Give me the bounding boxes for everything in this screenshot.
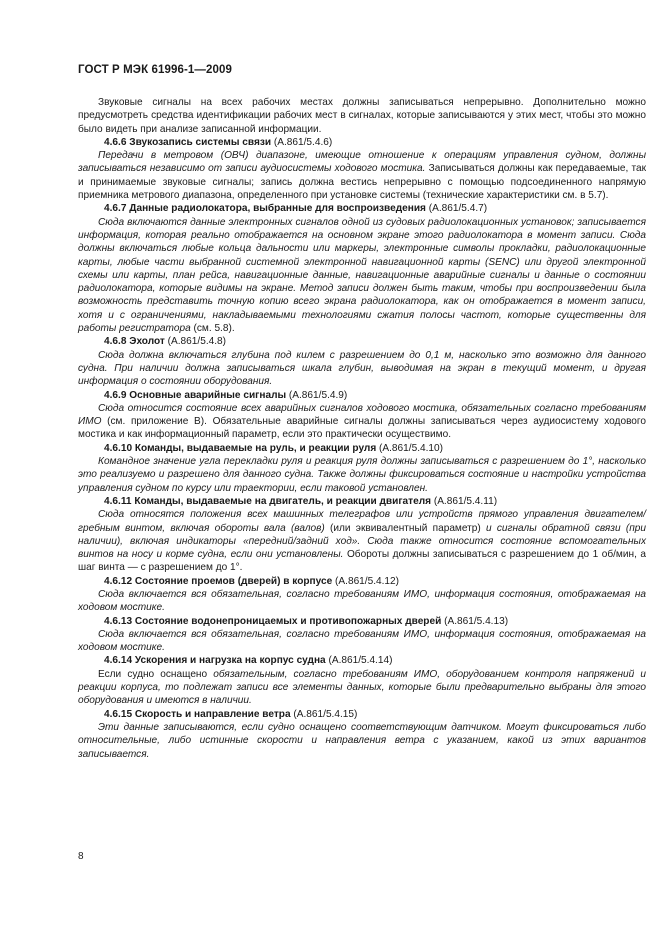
section-reference: (А.861/5.4.14) (325, 655, 393, 667)
section-reference: (А.861/5.4.10) (376, 442, 444, 454)
section-number: 4.6.9 (104, 389, 127, 401)
section-heading (78, 389, 646, 402)
section-reference: (А.861/5.4.12) (332, 575, 400, 587)
paragraph-text: Сюда включаются данные электронных сигналов одной из судовых радиолокационных установок; записывается информация, которая реально отображается на основном экране этого радиолокатора в момент записи. Сюда должны включаться любые кольца дальности или маркеры, электронные символы прокладки, радиолокационные карты, любые части выбранной системной электронной навигационной карты (SENC) или другой электронной схемы или карты, план рейса, навигационные данные, навигационные аварийные сигналы и данные о состоянии радиолокатора, которые видимы на экране. Метод записи должен быть таким, чтобы при воспроизведении была возможность представить точную копию всего экрана радиолокатора, как он отображается в момент записи, хотя и с ограничениями, накладываемыми технологиями сжатия полосы частот, которые существенны для работы регистратора (78, 216, 646, 335)
section-heading (78, 495, 646, 508)
section-reference: (А.861/5.4.8) (164, 336, 227, 348)
section-title: Команды, выдаваемые на двигатель, и реакции двигателя (134, 495, 432, 507)
section-heading (78, 654, 646, 667)
section-heading (78, 708, 646, 721)
section-number: 4.6.15 (104, 708, 133, 720)
paragraph-text: (см. 5.8). (190, 323, 235, 335)
page-number: 8 (78, 851, 84, 862)
paragraph-text: (см. приложение В). Обязательные аварийные сигналы должны записываться через аудиосистему ходового мостика и как информационный параметр, если это практически осуществимо. (78, 416, 646, 441)
paragraph (78, 508, 646, 574)
section-number: 4.6.10 (104, 442, 133, 454)
paragraph (78, 349, 646, 389)
paragraph (78, 402, 646, 442)
paragraph (78, 96, 646, 136)
paragraph-text: Обороты должны записываться с разрешением до 1 об/мин, а шаг винта — с разрешением до 1°. (78, 549, 646, 574)
paragraph (78, 216, 646, 336)
paragraph-text: Командное значение угла перекладки руля и реакция руля должны записываться с разрешением до 1°, насколько это реализуемо и разрешено для данного судна. Также должны фиксироваться состояние и настройки устройства управления судном по курсу или траектории, если таковой установлен. (78, 456, 646, 494)
section-number: 4.6.11 (104, 495, 132, 507)
paragraph-text: и сигналы обратной связи (при наличии), включая индикаторы «передний/задний ход». Сюда также относится состояние вспомогательных винтов на носу и корме судна, если они установлены. (78, 522, 646, 561)
section-heading (78, 202, 646, 215)
section-reference: (А.861/5.4.9) (286, 389, 348, 401)
paragraph-text: Сюда включается вся обязательная, согласно требованиям ИМО, информация состояния, отображаемая на ходовом мостике. (78, 628, 646, 654)
paragraph (78, 588, 646, 615)
section-heading (78, 335, 646, 348)
paragraph (78, 628, 646, 655)
paragraph-text: Сюда включается вся обязательная, согласно требованиям ИМО, информация состояния, отображаемая на ходовом мостике. (78, 588, 646, 614)
paragraph (78, 721, 646, 761)
section-title: Состояние водонепроницаемых и противопожарных дверей (134, 615, 442, 627)
section-number: 4.6.7 (104, 203, 127, 215)
section-reference: (А.861/5.4.11) (431, 495, 498, 507)
paragraph-text: обязательным, согласно требованиям ИМО, оборудованием контроля напряжений и реакции корпуса, то подлежат записи все элементы данных, которые были предварительно выбраны для этого оборудования и имеются в наличии. (78, 668, 646, 707)
section-heading (78, 136, 646, 149)
section-title: Скорость и направление ветра (134, 708, 291, 720)
section-number: 4.6.14 (104, 655, 133, 667)
paragraph (78, 149, 646, 202)
paragraph (78, 455, 646, 495)
section-title: Ускорения и нагрузка на корпус судна (134, 655, 326, 667)
paragraph-text: Если судно оснащено (98, 668, 214, 680)
paragraph-text: Звуковые сигналы на всех рабочих местах должны записываться непрерывно. Дополнительно можно предусмотреть средства идентификации рабочих мест в сигналах, которые записываются у этих мест, чтобы это можно было видеть при анализе записанной информации. (78, 97, 646, 135)
section-number: 4.6.8 (104, 336, 127, 348)
section-title: Основные аварийные сигналы (129, 389, 287, 401)
section-number: 4.6.13 (104, 615, 133, 627)
section-number: 4.6.12 (104, 575, 133, 587)
document-body (78, 96, 646, 761)
section-heading (78, 442, 646, 455)
paragraph-text: (или эквивалентный параметр) (324, 522, 486, 534)
document-header: ГОСТ Р МЭК 61996-1—2009 (78, 64, 232, 76)
section-title: Звукозапись системы связи (129, 136, 272, 148)
section-heading (78, 615, 646, 628)
section-title: Команды, выдаваемые на руль, и реакции руля (134, 442, 377, 454)
section-reference: (А.861/5.4.7) (425, 203, 488, 215)
section-reference: (А.861/5.4.15) (290, 708, 358, 720)
section-title: Состояние проемов (дверей) в корпусе (134, 575, 333, 587)
paragraph (78, 668, 646, 708)
paragraph-text: Сюда относится состояние всех аварийных сигналов ходового мостика, обязательных согласно требованиям ИМО (78, 402, 646, 428)
paragraph-text: Сюда должна включаться глубина под килем с разрешением до 0,1 м, насколько это возможно для данного судна. При наличии должна записываться шкала глубин, выводимая на экран в текущий момент, и другая информация о состоянии оборудования. (78, 349, 646, 388)
section-title: Данные радиолокатора, выбранные для воспроизведения (129, 203, 426, 215)
paragraph-text: Эти данные записываются, если судно оснащено соответствующим датчиком. Могут фиксироваться либо относительные, либо истинные скорости и направления ветра с указанием, какой из этих вариантов записывается. (78, 721, 646, 760)
paragraph-text: Сюда относятся положения всех машинных телеграфов или устройств прямого управления двигателем/гребным винтом, включая обороты вала (валов) (78, 509, 646, 534)
section-reference: (А.861/5.4.13) (441, 615, 509, 627)
section-heading (78, 575, 646, 588)
paragraph-text: Передачи в метровом (ОВЧ) диапазоне, имеющие отношение к операциям управления судном, должны записываться независимо от записи аудиосистемы ходового мостика. (78, 150, 646, 175)
section-title: Эхолот (129, 336, 165, 348)
paragraph-text: Записываться должны как передаваемые, так и принимаемые звуковые сигналы; запись должна вестись непрерывно с помощью подсоединенного напрямую приемника метрового диапазона, определенного при установке системы (технические характеристики см. в 5.7). (78, 163, 647, 202)
section-number: 4.6.6 (104, 136, 127, 148)
section-reference: (А.861/5.4.6) (271, 136, 333, 148)
